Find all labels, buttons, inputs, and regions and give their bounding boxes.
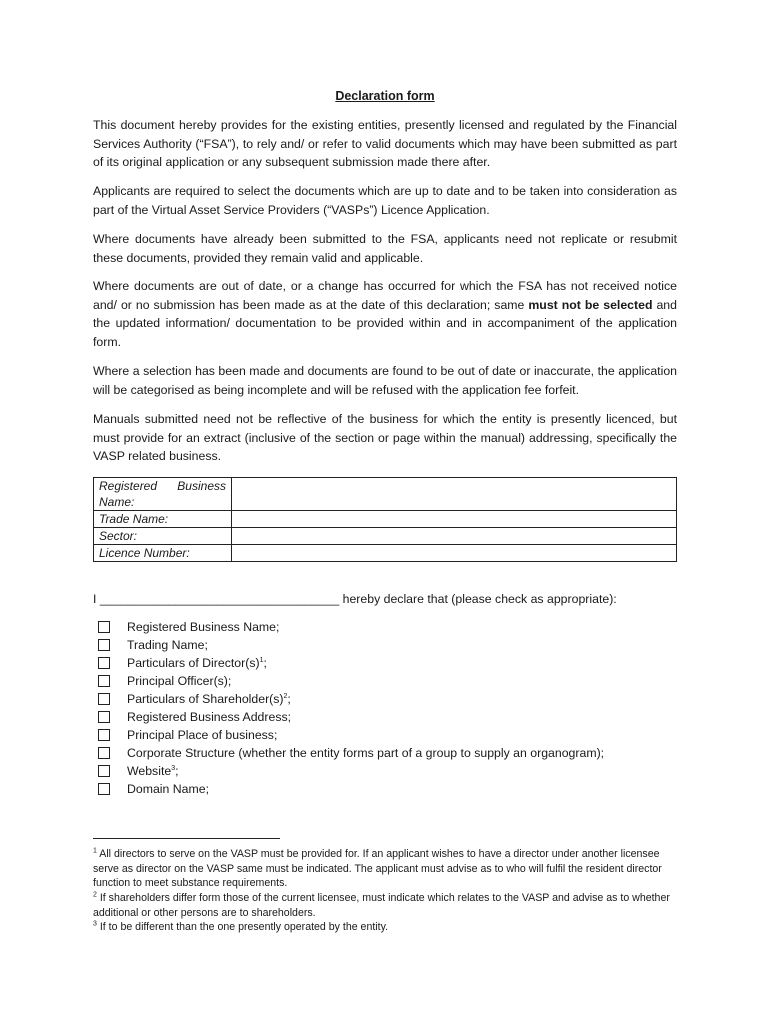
trade-name-label: Trade Name: xyxy=(94,511,232,528)
footnote-divider xyxy=(93,838,280,839)
submitted-documents-paragraph: Where documents have already been submitted to the FSA, applicants need not replicate or resubmit these documents, provided they remain valid and applicable. xyxy=(93,232,677,265)
checklist-item-label xyxy=(127,674,231,688)
checklist-label-text: Principal Place of business; xyxy=(127,728,278,742)
checkbox[interactable] xyxy=(98,729,110,741)
checklist-item xyxy=(98,762,604,780)
trade-name-field[interactable] xyxy=(232,511,677,528)
checklist-label-text: Trading Name; xyxy=(127,638,208,652)
footnote-2 xyxy=(93,891,677,920)
checkbox[interactable] xyxy=(98,747,110,759)
checklist-label-text: Registered Business Name; xyxy=(127,620,280,634)
checklist-item-label xyxy=(127,638,208,652)
checklist-item xyxy=(98,780,604,798)
footnote-text: All directors to serve on the VASP must be provided for. If an applicant wishes to have a director under another licensee serve as director on the VASP same must be indicated. The applicant must advise as to who will fulfil the resident director function to meet substance requirements. xyxy=(93,848,662,890)
out-of-date-paragraph xyxy=(93,277,677,351)
applicants-paragraph: Applicants are required to select the documents which are up to date and to be taken into consideration as part of the Virtual Asset Service Providers (“VASPs”) Licence Application. xyxy=(93,184,677,217)
manuals-paragraph: Manuals submitted need not be reflective of the business for which the entity is presently licenced, but must provide for an extract (inclusive of the section or page within the manual) addressing, specifically the VASP related business. xyxy=(93,412,677,464)
checklist-item-label xyxy=(127,782,209,796)
checklist-item-label xyxy=(127,746,604,760)
document-checklist xyxy=(98,618,604,798)
sector-field[interactable] xyxy=(232,528,677,545)
checklist-item-label xyxy=(127,710,291,724)
footnote-reference: 1 xyxy=(259,656,264,664)
checklist-item xyxy=(98,618,604,636)
licence-number-label: Licence Number: xyxy=(94,545,232,562)
checklist-label-text: Particulars of Director(s) xyxy=(127,656,260,670)
registered-business-name-field[interactable] xyxy=(232,478,677,511)
footnote-1 xyxy=(93,847,677,891)
table-row xyxy=(94,545,677,562)
checklist-item xyxy=(98,690,604,708)
checklist-item-label xyxy=(127,620,279,634)
checklist-item xyxy=(98,708,604,726)
checkbox[interactable] xyxy=(98,657,110,669)
checklist-item xyxy=(98,672,604,690)
checklist-item xyxy=(98,636,604,654)
entity-info-table xyxy=(93,477,677,562)
checkbox[interactable] xyxy=(98,783,110,795)
checklist-item-label xyxy=(127,692,291,706)
checklist-label-suffix: ; xyxy=(263,656,267,670)
checklist-label-text: Particulars of Shareholder(s) xyxy=(127,692,284,706)
checklist-item xyxy=(98,744,604,762)
table-row xyxy=(94,511,677,528)
checkbox[interactable] xyxy=(98,711,110,723)
checkbox[interactable] xyxy=(98,675,110,687)
checklist-item xyxy=(98,726,604,744)
checklist-item-label xyxy=(127,728,277,742)
footnote-number: 1 xyxy=(93,847,97,855)
footnote-text: If to be different than the one presently operated by the entity. xyxy=(96,921,389,933)
checklist-label-suffix: ; xyxy=(175,764,179,778)
sector-label: Sector: xyxy=(94,528,232,545)
checklist-label-suffix: ; xyxy=(287,692,291,706)
checklist-item-label xyxy=(127,656,267,670)
footnote-number: 2 xyxy=(93,891,97,899)
checklist-label-text: Domain Name; xyxy=(127,782,210,796)
checkbox[interactable] xyxy=(98,693,110,705)
selection-warning-paragraph: Where a selection has been made and documents are found to be out of date or inaccurate, the application will be categorised as being incomplete and will be refused with the application fee forfeit. xyxy=(93,364,677,397)
checklist-label-text: Principal Officer(s); xyxy=(127,674,232,688)
checkbox[interactable] xyxy=(98,621,110,633)
checklist-label-text: Registered Business Address; xyxy=(127,710,292,724)
label-word: Name: xyxy=(99,495,135,509)
checkbox[interactable] xyxy=(98,765,110,777)
footnote-number: 3 xyxy=(93,920,97,928)
footnote-reference: 2 xyxy=(283,692,288,700)
label-word: Business xyxy=(177,479,226,493)
footnote-reference: 3 xyxy=(171,764,176,772)
footnote-3 xyxy=(93,920,677,935)
checklist-item-label xyxy=(127,764,179,778)
licence-number-field[interactable] xyxy=(232,545,677,562)
label-word: Registered xyxy=(99,479,158,493)
out-of-date-text-2: and the updated information/ documentation to be provided within and in accompaniment of the application form. xyxy=(93,297,677,349)
out-of-date-text-1: Where documents are out of date, or a change has occurred for which the FSA has not received notice and/ or no submission has been made as at the date of this declaration; same xyxy=(93,279,677,312)
intro-paragraph: This document hereby provides for the existing entities, presently licensed and regulated by the Financial Services Authority (“FSA”), to rely and/ or refer to valid documents which may have been submitted as part of its original application or any subsequent submission made there after. xyxy=(93,118,677,170)
checklist-item xyxy=(98,654,604,672)
checkbox[interactable] xyxy=(98,639,110,651)
checklist-label-text: Corporate Structure (whether the entity forms part of a group to supply an organogram); xyxy=(127,746,605,760)
declaration-line: I ___________________________________ hereby declare that (please check as appropriate): xyxy=(93,592,617,606)
table-row xyxy=(94,528,677,545)
table-row xyxy=(94,478,677,511)
registered-business-name-label xyxy=(94,478,232,511)
checklist-label-text: Website xyxy=(127,764,172,778)
page-title: Declaration form xyxy=(335,89,435,103)
must-not-be-selected-emphasis: must not be selected xyxy=(528,297,653,312)
footnote-text: If shareholders differ form those of the current licensee, must indicate which relates to the VASP and advise as to whether additional or other persons are to shareholders. xyxy=(93,892,670,919)
